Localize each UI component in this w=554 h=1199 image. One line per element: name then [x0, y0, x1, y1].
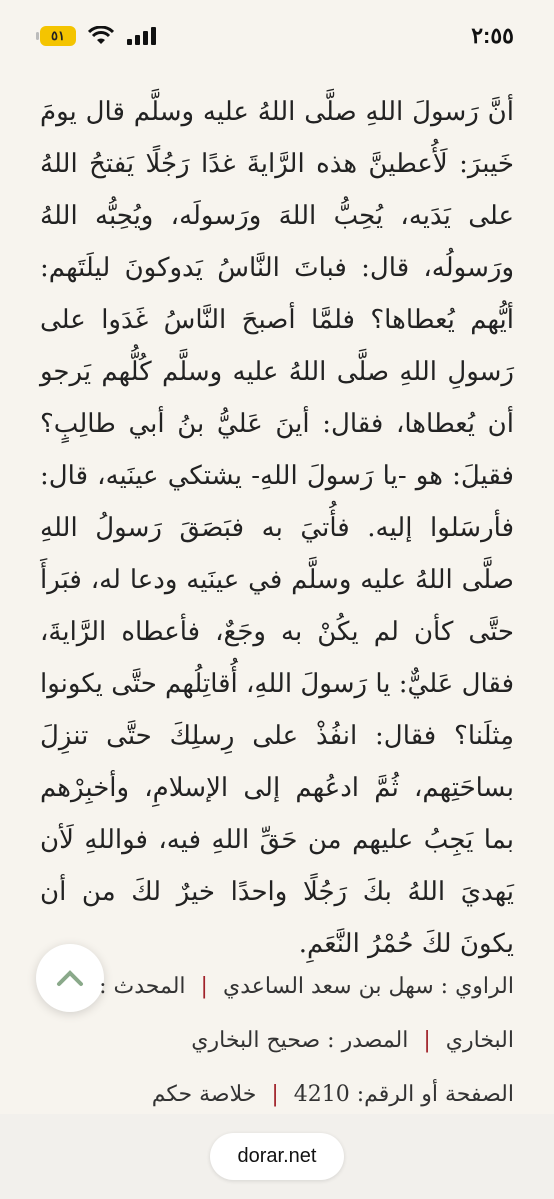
battery-level: ٥١: [51, 28, 65, 43]
wifi-icon: [88, 26, 114, 46]
browser-bottom-bar: [0, 1114, 554, 1199]
address-bar[interactable]: dorar.net: [210, 1133, 345, 1180]
status-time: ٢:٥٥: [471, 23, 514, 48]
ruling-label: خلاصة حكم: [151, 1082, 257, 1107]
hadith-text: أنَّ رَسولَ اللهِ صلَّى اللهُ عليه وسلَّم قال يومَ خَيبرَ: لَأُعطينَّ هذه الرَّايةَ غدًا رَجُلًا يَفتحُ اللهُ على يَدَيه، يُحِبُّ اللهَ ورَسولَه، ويُحِبُّه اللهُ ورَسولُه، قال: فباتَ النَّاسُ يَدوكونَ ليلَتَهم: أيُّهم يُعطاها؟ فلمَّا أصبحَ النَّاسُ غَدَوا على رَسولِ اللهِ صلَّى اللهُ عليه وسلَّم كُلُّهم يَرجو أن يُعطاها، فقال: أينَ عَليُّ بنُ أبي طالِبٍ؟ فقيلَ: هو -يا رَسولَ اللهِ- يشتكي عينَيه، قال: فأرسَلوا إليه. فأُتيَ به فبَصَقَ رَسولُ اللهِ صلَّى اللهُ عليه وسلَّم في عينَيه ودعا له، فبَرأَ حتَّى كأن لم يكُنْ به وجَعٌ، فأعطاه الرَّايةَ، فقال عَليٌّ: يا رَسولَ اللهِ، أُقاتِلُهم حتَّى يكونوا مِثلَنا؟ فقال: انفُذْ على رِسلِكَ حتَّى تنزِلَ بساحَتِهم، ثُمَّ ادعُهم إلى الإسلامِ، وأخبِرْهم بما يَجِبُ عليهم من حَقِّ اللهِ فيه، فواللهِ لَأن يَهديَ اللهُ بكَ رَجُلًا واحدًا خيرٌ لكَ من أن يكونَ لكَ حُمْرُ النَّعَمِ.: [40, 97, 514, 959]
separator: |: [423, 1028, 431, 1053]
cellular-icon: [126, 27, 156, 45]
narrator-label: الراوي : سهل بن سعد الساعدي: [222, 974, 514, 999]
page-label: الصفحة أو الرقم:: [356, 1082, 514, 1107]
status-bar: [0, 0, 554, 72]
source-label: المصدر : صحيح البخاري: [191, 1028, 409, 1053]
separator: |: [271, 1082, 279, 1107]
meta-line-1: [40, 960, 514, 1068]
status-icons: [40, 26, 156, 46]
muhaddith-label: المحدث : البخاري: [99, 974, 514, 1053]
separator: |: [200, 974, 208, 999]
hadith-meta: [40, 960, 514, 1122]
page-number: 4210: [293, 1082, 350, 1107]
battery-icon: [40, 26, 76, 46]
